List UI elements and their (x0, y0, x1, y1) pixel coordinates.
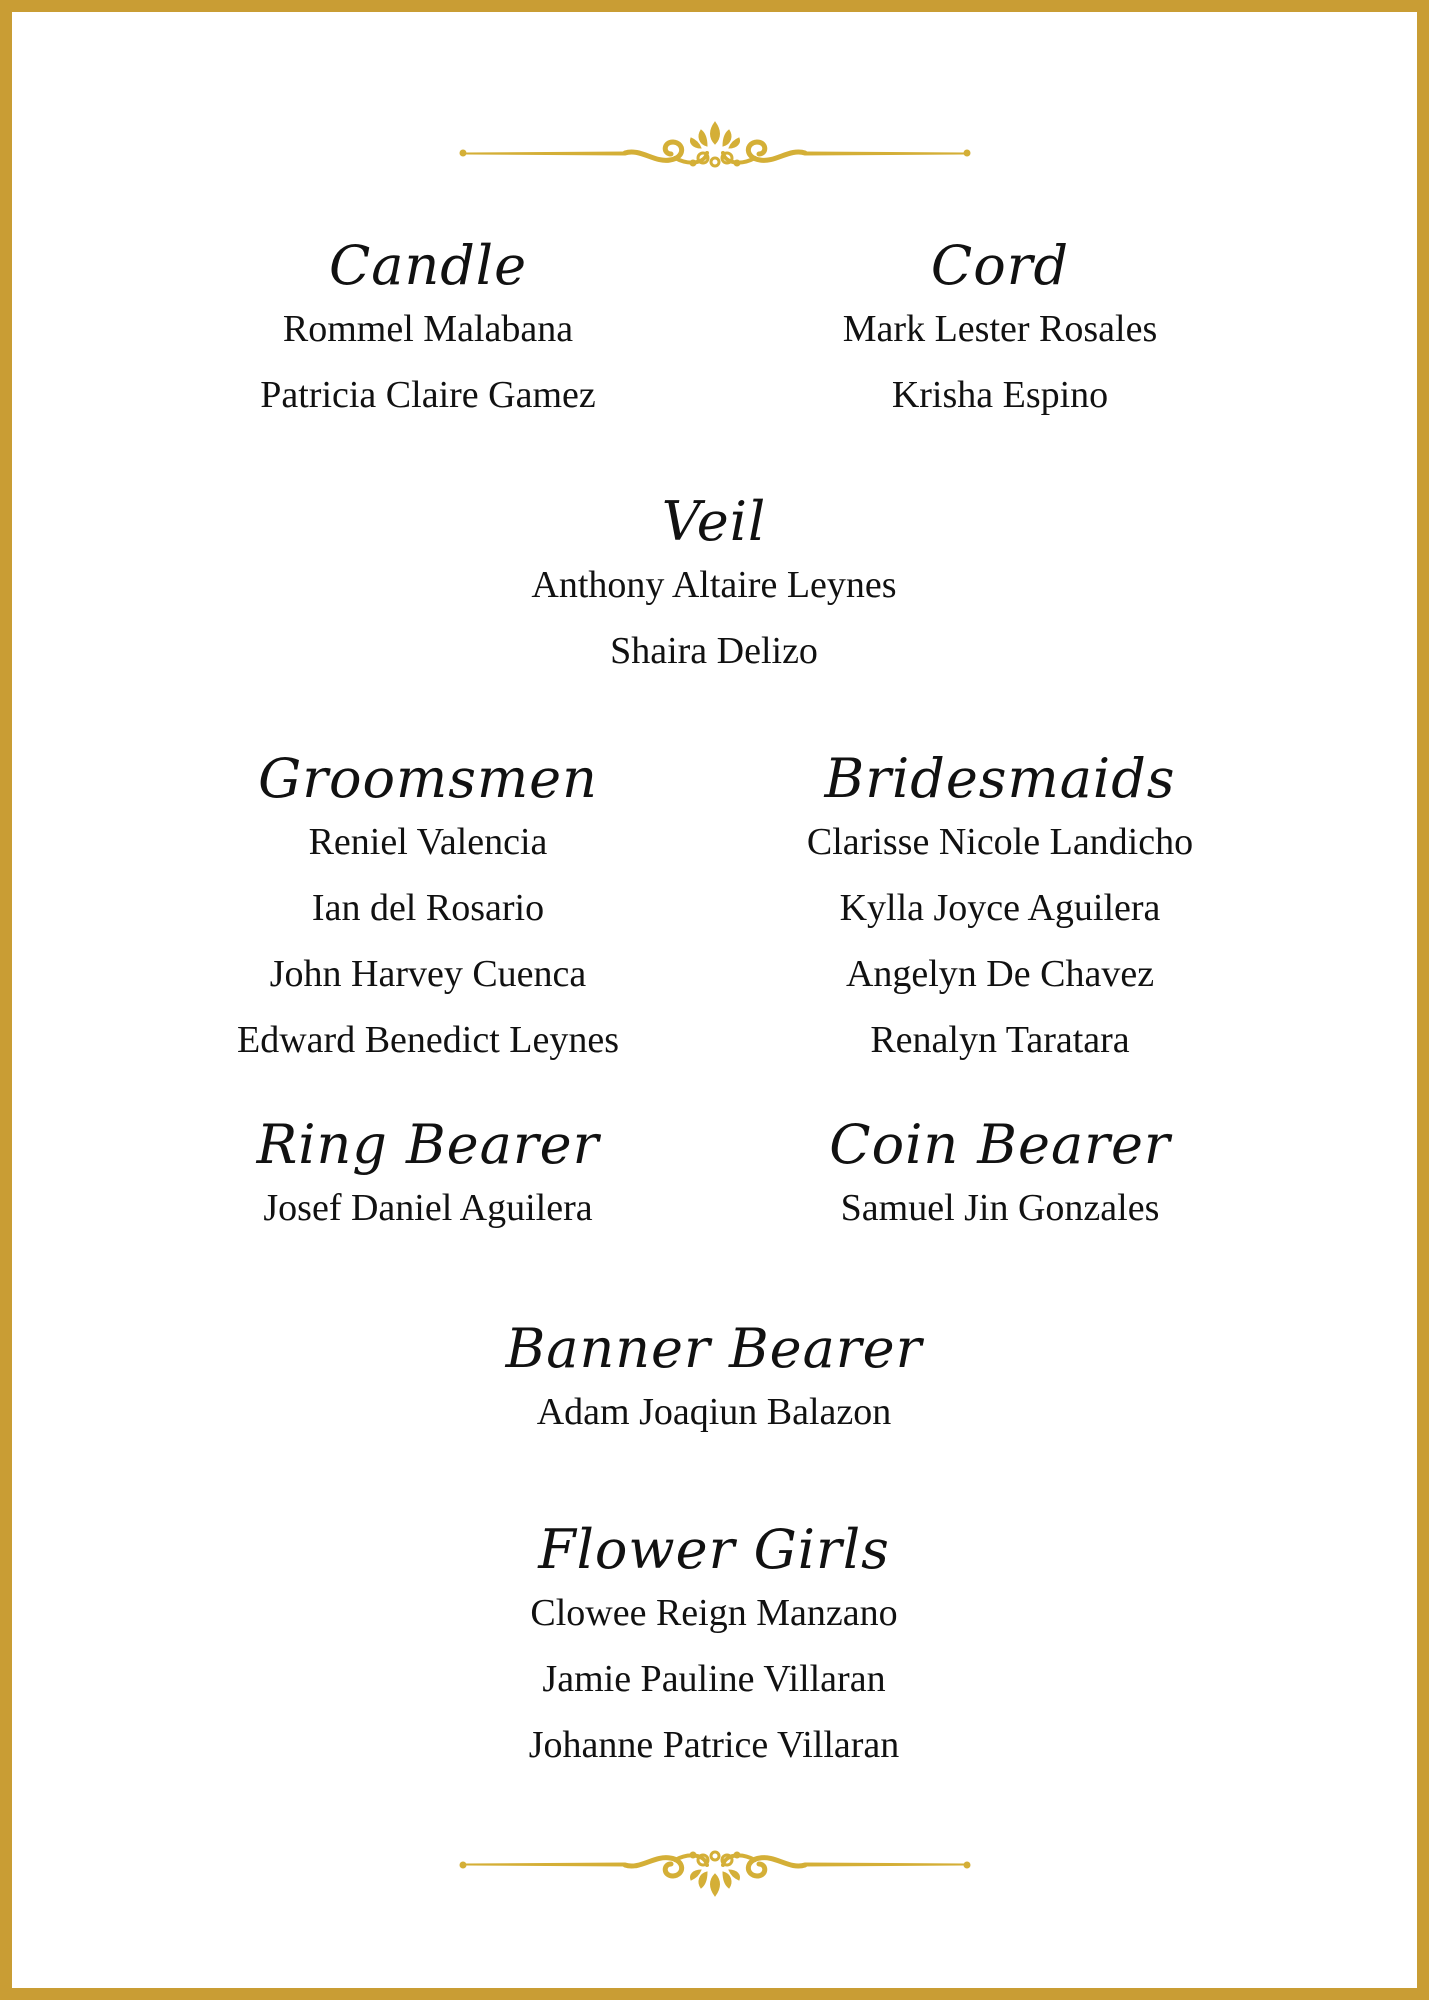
list-item: Edward Benedict Leynes (237, 1019, 619, 1061)
section-title-groomsmen: Groomsmen (258, 747, 598, 810)
list-item: Anthony Altaire Leynes (531, 564, 897, 606)
section-candle (148, 234, 708, 428)
list-item: Renalyn Taratara (870, 1019, 1130, 1061)
section-title-flower-girls: Flower Girls (538, 1518, 890, 1581)
top-flourish-ornament (455, 118, 975, 188)
list-item: Reniel Valencia (308, 821, 548, 863)
list-item: Adam Joaqiun Balazon (536, 1391, 892, 1433)
name-list-bridesmaids (720, 809, 1280, 1073)
section-flower-girls (364, 1518, 1064, 1778)
list-item: Johanne Patrice Villaran (528, 1724, 900, 1766)
flourish-top-svg (455, 118, 975, 188)
name-list-flower-girls (364, 1580, 1064, 1778)
name-list-groomsmen (148, 809, 708, 1073)
section-ring-bearer (148, 1113, 708, 1241)
section-cord (720, 234, 1280, 428)
list-item: Ian del Rosario (311, 887, 545, 929)
section-title-ring-bearer: Ring Bearer (256, 1113, 600, 1176)
section-title-coin-bearer: Coin Bearer (829, 1113, 1171, 1176)
name-list-ring-bearer (148, 1175, 708, 1241)
name-list-banner-bearer (364, 1379, 1064, 1445)
list-item: Rommel Malabana (282, 308, 574, 350)
list-item: Angelyn De Chavez (845, 953, 1155, 995)
list-item: John Harvey Cuenca (269, 953, 587, 995)
list-item: Mark Lester Rosales (842, 308, 1158, 350)
name-list-candle (148, 296, 708, 428)
list-item: Josef Daniel Aguilera (263, 1187, 593, 1229)
name-list-cord (720, 296, 1280, 428)
section-coin-bearer (720, 1113, 1280, 1241)
name-list-veil (364, 552, 1064, 684)
bottom-flourish-ornament (455, 1830, 975, 1900)
section-bridesmaids (720, 747, 1280, 1073)
section-title-bridesmaids: Bridesmaids (824, 747, 1176, 810)
list-item: Krisha Espino (891, 374, 1109, 416)
section-banner-bearer (364, 1317, 1064, 1445)
list-item: Samuel Jin Gonzales (840, 1187, 1160, 1229)
section-groomsmen (148, 747, 708, 1073)
flourish-bottom-svg (455, 1830, 975, 1900)
list-item: Kylla Joyce Aguilera (839, 887, 1161, 929)
list-item: Jamie Pauline Villaran (542, 1658, 886, 1700)
section-veil (364, 490, 1064, 684)
section-title-veil: Veil (661, 490, 767, 553)
section-title-cord: Cord (930, 234, 1070, 297)
list-item: Clarisse Nicole Landicho (806, 821, 1194, 863)
list-item: Patricia Claire Gamez (260, 374, 596, 416)
section-title-candle: Candle (328, 234, 528, 297)
section-title-banner-bearer: Banner Bearer (505, 1317, 923, 1380)
list-item: Shaira Delizo (610, 630, 818, 672)
name-list-coin-bearer (720, 1175, 1280, 1241)
list-item: Clowee Reign Manzano (530, 1592, 898, 1634)
